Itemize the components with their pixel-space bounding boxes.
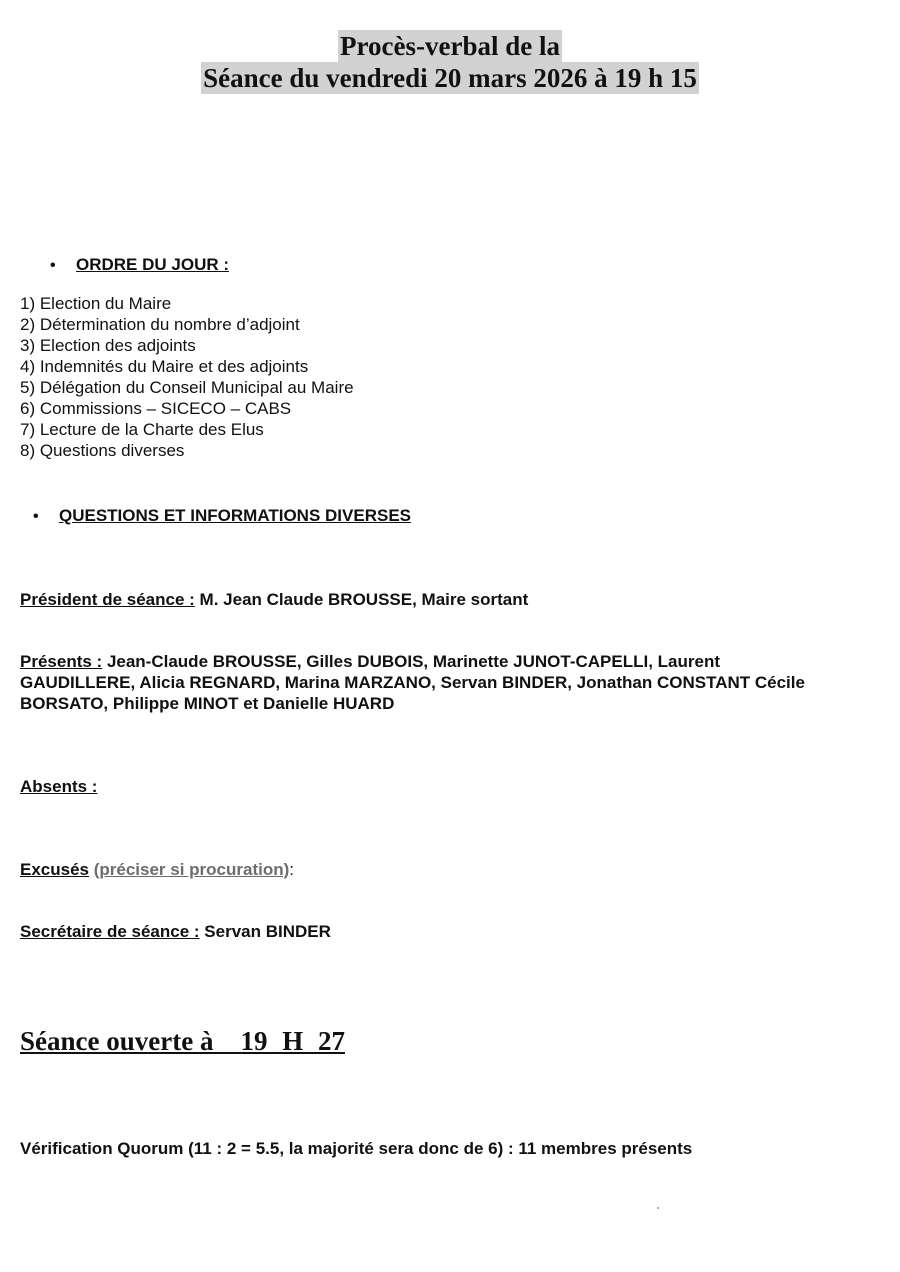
ordre-du-jour-heading	[50, 255, 229, 275]
excuses-field	[20, 859, 294, 880]
seance-opening	[20, 1026, 345, 1057]
presents-field	[20, 651, 820, 714]
agenda-item: 5) Délégation du Conseil Municipal au Maire	[20, 378, 354, 397]
scan-speck	[657, 1207, 659, 1209]
agenda-item: 8) Questions diverses	[20, 441, 185, 460]
title-line-2: Séance du vendredi 20 mars 2026 à 19 h 15	[203, 63, 697, 93]
document-title	[0, 30, 900, 94]
agenda-item: 6) Commissions – SICECO – CABS	[20, 399, 292, 418]
agenda-item: 7) Lecture de la Charte des Elus	[20, 420, 264, 439]
bullet-icon: •	[50, 257, 56, 274]
secretaire-label: Secrétaire de séance :	[20, 922, 200, 941]
absents-field	[20, 776, 97, 797]
agenda-item: 1) Election du Maire	[20, 294, 172, 313]
quorum-line: Vérification Quorum (11 : 2 = 5.5, la majorité sera donc de 6) : 11 membres présents	[20, 1139, 693, 1158]
opening-time: 19 H 27	[240, 1026, 345, 1056]
president-label: Président de séance :	[20, 590, 195, 609]
presents-value: Jean-Claude BROUSSE, Gilles DUBOIS, Marinette JUNOT-CAPELLI, Laurent GAUDILLERE, Alicia REGNARD, Marina MARZANO, Servan BINDER, Jonathan CONSTANT Cécile BORSATO, Philippe MINOT et Danielle HUARD	[20, 652, 805, 713]
presents-label: Présents :	[20, 652, 103, 671]
president-field	[20, 589, 528, 610]
ordre-du-jour-heading-text: ORDRE DU JOUR :	[76, 255, 230, 274]
questions-heading-text: QUESTIONS ET INFORMATIONS DIVERSES	[59, 506, 411, 525]
title-line-1: Procès-verbal de la	[340, 31, 560, 61]
secretaire-field	[20, 921, 331, 942]
president-value: M. Jean Claude BROUSSE, Maire sortant	[199, 590, 529, 609]
excuses-colon: :	[289, 860, 295, 879]
excuses-note: (préciser si procuration)	[93, 860, 290, 879]
questions-heading	[33, 506, 411, 526]
agenda-list	[20, 293, 354, 461]
agenda-item: 2) Détermination du nombre d’adjoint	[20, 315, 300, 334]
secretaire-value: Servan BINDER	[204, 922, 331, 941]
agenda-item: 4) Indemnités du Maire et des adjoints	[20, 357, 309, 376]
excuses-label: Excusés	[20, 860, 89, 879]
agenda-item: 3) Election des adjoints	[20, 336, 196, 355]
absents-label: Absents :	[20, 777, 98, 796]
bullet-icon: •	[33, 508, 39, 525]
opening-label: Séance ouverte à	[20, 1026, 214, 1056]
